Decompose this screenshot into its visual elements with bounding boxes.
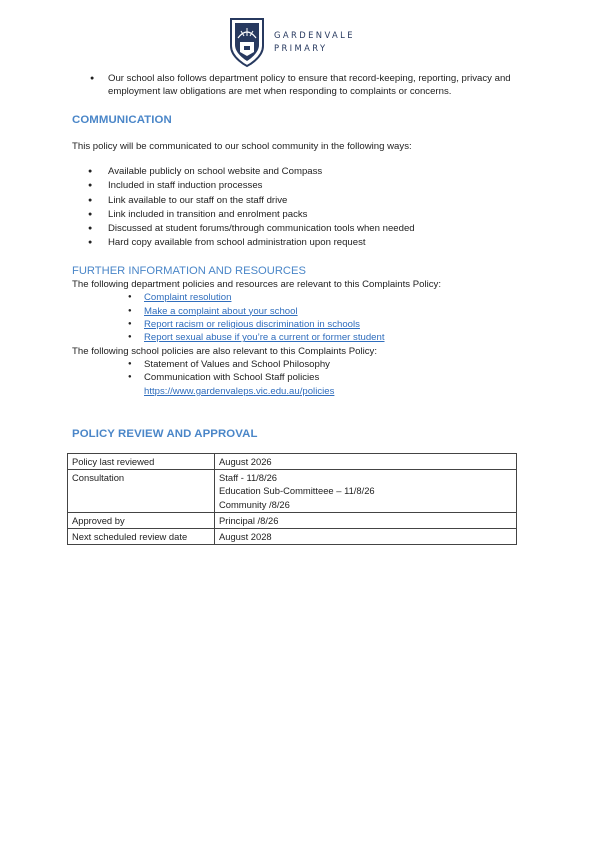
communication-item: ● Included in staff induction processes (72, 179, 523, 193)
communication-item: ● Hard copy available from school administration upon request (72, 236, 523, 250)
communication-item: ● Link available to our staff on the staff drive (72, 194, 523, 208)
table-row (68, 454, 517, 470)
school-crest-icon (228, 16, 266, 68)
row-label: Consultation (68, 470, 215, 513)
policy-review-section (72, 427, 523, 441)
policy-review-heading: POLICY REVIEW AND APPROVAL (72, 428, 258, 440)
row-value: Principal /8/26 (215, 512, 517, 528)
further-info-heading: FURTHER INFORMATION AND RESOURCES (72, 265, 306, 277)
communication-item: ● Discussed at student forums/through communication tools when needed (72, 222, 523, 236)
policy-review-table (67, 453, 517, 545)
link-make-complaint[interactable]: Make a complaint about your school (144, 305, 298, 317)
row-label: Next scheduled review date (68, 529, 215, 545)
school-policies-url-link[interactable]: https://www.gardenvaleps.vic.edu.au/policies (144, 385, 335, 397)
communication-item: ● Link included in transition and enrolment packs (72, 208, 523, 222)
consultation-line: Staff - 11/8/26 (219, 472, 278, 484)
school-policy-item: ● Statement of Values and School Philosophy (72, 358, 523, 371)
link-report-racism[interactable]: Report racism or religious discrimination in schools (144, 319, 360, 331)
link-report-sexual-abuse[interactable]: Report sexual abuse if you’re a current or former student (144, 332, 385, 344)
school-policy-item: ● Communication with School Staff policies (72, 371, 523, 384)
communication-intro: This policy will be communicated to our school community in the following ways: (72, 141, 412, 152)
consultation-line: Community /8/26 (219, 498, 290, 510)
further-info-section (72, 264, 523, 398)
row-value: August 2026 (215, 454, 517, 470)
link-complaint-resolution[interactable]: Complaint resolution (144, 292, 232, 304)
dept-policies-intro: The following department policies and resources are relevant to this Complaints Policy: (72, 279, 442, 290)
school-logo (228, 16, 368, 70)
table-row (68, 512, 517, 528)
consultation-line: Education Sub-Committeee – 11/8/26 (219, 485, 375, 497)
school-policies-intro: The following school policies are also relevant to this Complaints Policy: (72, 345, 378, 357)
communication-section (72, 113, 523, 250)
table-row (68, 470, 517, 513)
row-label: Approved by (68, 512, 215, 528)
intro-bullet-section (72, 72, 523, 98)
row-value (215, 470, 517, 513)
intro-bullet: ● Our school also follows department policy to ensure that record-keeping, reporting, privacy and employment law obligations are met when responding to complaints or concerns. (72, 72, 523, 98)
row-label: Policy last reviewed (68, 454, 215, 470)
row-value: August 2028 (215, 529, 517, 545)
table-row (68, 529, 517, 545)
communication-heading: COMMUNICATION (72, 114, 172, 126)
communication-item: ● Available publicly on school website and Compass (72, 165, 523, 179)
logo-line2: PRIMARY (274, 43, 328, 53)
logo-line1: GARDENVALE (274, 30, 355, 40)
